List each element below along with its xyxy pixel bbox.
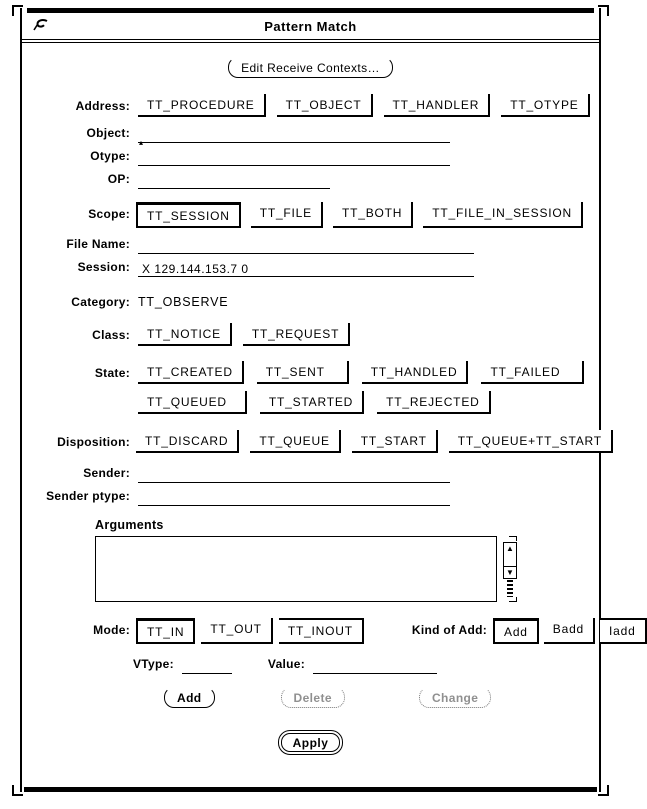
scrollbar-top-anchor[interactable] bbox=[509, 536, 517, 541]
kind-of-add-label: Kind of Add: bbox=[411, 623, 488, 637]
object-label: Object: bbox=[86, 126, 130, 140]
scope-option-tt-file-in-session[interactable]: TT_FILE_IN_SESSION bbox=[423, 202, 583, 228]
dialog-content bbox=[22, 43, 636, 784]
kind-of-add-option-add[interactable]: Add bbox=[493, 618, 539, 644]
object-input[interactable] bbox=[138, 126, 450, 147]
window-title: Pattern Match bbox=[264, 18, 357, 34]
title-bar[interactable] bbox=[22, 13, 599, 39]
disposition-option-tt-queue[interactable]: TT_QUEUE bbox=[250, 430, 340, 453]
otype-label: Otype: bbox=[90, 149, 130, 163]
scrollbar-cable bbox=[507, 580, 513, 597]
scrollbar-drag-area[interactable] bbox=[504, 555, 516, 566]
disposition-option-tt-start[interactable]: TT_START bbox=[352, 430, 438, 453]
kind-of-add-option-iadd[interactable]: Iadd bbox=[600, 618, 647, 644]
state-option-tt-rejected[interactable]: TT_REJECTED bbox=[377, 391, 490, 414]
session-input[interactable]: X 129.144.153.7 0 bbox=[138, 260, 474, 277]
sender-ptype-input[interactable] bbox=[138, 489, 450, 506]
scope-option-tt-file[interactable]: TT_FILE bbox=[251, 202, 323, 228]
state-option-tt-queued[interactable]: TT_QUEUED bbox=[138, 391, 247, 414]
session-label: Session: bbox=[77, 260, 130, 274]
value-label: Value: bbox=[267, 657, 306, 671]
op-label: OP: bbox=[107, 172, 130, 186]
mode-label: Mode: bbox=[93, 623, 130, 637]
state-option-tt-created[interactable]: TT_CREATED bbox=[138, 361, 244, 384]
state-option-tt-sent[interactable]: TT_SENT bbox=[257, 361, 349, 384]
mode-option-tt-in[interactable]: TT_IN bbox=[136, 618, 195, 644]
disposition-option-tt-queue-tt-start[interactable]: TT_QUEUE+TT_START bbox=[449, 430, 613, 453]
category-value: TT_OBSERVE bbox=[138, 295, 229, 309]
file-name-input[interactable] bbox=[138, 237, 474, 254]
kind-of-add-option-badd[interactable]: Badd bbox=[544, 618, 595, 644]
scrollbar-elevator[interactable] bbox=[503, 542, 517, 579]
value-input[interactable] bbox=[313, 657, 437, 674]
arguments-scrollbar[interactable] bbox=[502, 536, 518, 602]
scope-option-tt-session[interactable]: TT_SESSION bbox=[136, 202, 241, 228]
disposition-label: Disposition: bbox=[57, 435, 130, 449]
mode-option-tt-out[interactable]: TT_OUT bbox=[201, 618, 272, 644]
scroll-down-icon[interactable]: ▼ bbox=[504, 566, 516, 578]
address-label: Address: bbox=[75, 99, 130, 113]
class-label: Class: bbox=[92, 328, 130, 342]
window-bottom-border bbox=[24, 787, 597, 792]
class-option-tt-notice[interactable]: TT_NOTICE bbox=[138, 323, 232, 346]
vtype-input[interactable] bbox=[182, 657, 232, 674]
state-label: State: bbox=[94, 366, 130, 380]
pattern-match-window bbox=[20, 8, 636, 792]
add-button[interactable]: Add bbox=[164, 687, 215, 708]
scope-option-tt-both[interactable]: TT_BOTH bbox=[333, 202, 413, 228]
arguments-list[interactable] bbox=[95, 536, 497, 602]
sender-ptype-label: Sender ptype: bbox=[46, 489, 130, 503]
file-name-label: File Name: bbox=[66, 237, 130, 251]
scrollbar-bottom-anchor[interactable] bbox=[509, 597, 517, 602]
apply-button-label: Apply bbox=[281, 733, 341, 752]
address-option-tt-handler[interactable]: TT_HANDLER bbox=[384, 94, 491, 117]
state-option-tt-failed[interactable]: TT_FAILED bbox=[481, 361, 584, 384]
state-option-tt-started[interactable]: TT_STARTED bbox=[260, 391, 364, 414]
sender-label: Sender: bbox=[83, 466, 130, 480]
category-label: Category: bbox=[71, 295, 130, 309]
sender-input[interactable] bbox=[138, 466, 450, 483]
op-input[interactable] bbox=[138, 172, 330, 189]
address-option-tt-otype[interactable]: TT_OTYPE bbox=[501, 94, 589, 117]
address-option-tt-object[interactable]: TT_OBJECT bbox=[277, 94, 373, 117]
change-button: Change bbox=[419, 687, 491, 708]
edit-receive-contexts-button[interactable]: Edit Receive Contexts… bbox=[228, 57, 393, 78]
class-option-tt-request[interactable]: TT_REQUEST bbox=[243, 323, 350, 346]
apply-button[interactable] bbox=[278, 730, 344, 755]
text-caret: ▴ bbox=[139, 138, 144, 147]
delete-button: Delete bbox=[281, 687, 345, 708]
mode-option-tt-inout[interactable]: TT_INOUT bbox=[279, 618, 364, 644]
scope-label: Scope: bbox=[88, 207, 130, 221]
disposition-option-tt-discard[interactable]: TT_DISCARD bbox=[136, 430, 239, 453]
arguments-label: Arguments bbox=[95, 518, 164, 532]
otype-input[interactable] bbox=[138, 149, 450, 166]
address-option-tt-procedure[interactable]: TT_PROCEDURE bbox=[138, 94, 266, 117]
vtype-label: VType: bbox=[133, 657, 174, 671]
state-option-tt-handled[interactable]: TT_HANDLED bbox=[362, 361, 469, 384]
scroll-up-icon[interactable]: ▲ bbox=[506, 544, 514, 553]
